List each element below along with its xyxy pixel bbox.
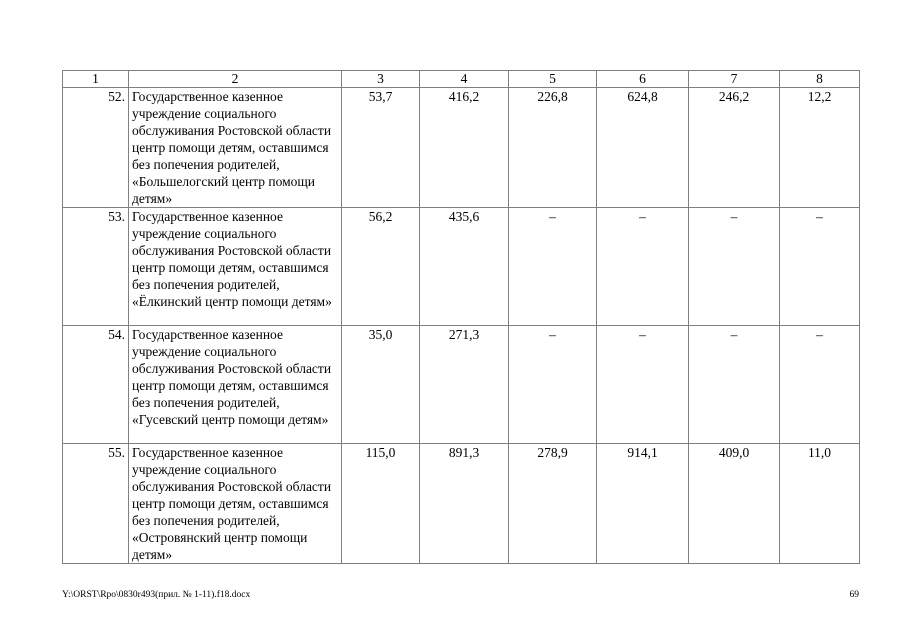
header-cell-6: 6 [597,71,689,88]
cell-col-8: – [780,208,860,326]
cell-col-8: 11,0 [780,444,860,564]
table-row [63,208,860,326]
header-cell-8: 8 [780,71,860,88]
data-table [62,70,860,564]
institution-name: Государственное казенное учреждение социального обслуживания Ростовской области центр помощи детям, оставшимся без попечения родителей, «Гусевский центр помощи детям» [129,326,342,444]
header-cell-4: 4 [420,71,509,88]
cell-col-3: 56,2 [342,208,420,326]
cell-col-7: – [689,326,780,444]
cell-col-6: – [597,208,689,326]
table-row [63,444,860,564]
cell-col-4: 416,2 [420,88,509,208]
cell-col-5: – [509,326,597,444]
header-cell-3: 3 [342,71,420,88]
cell-col-8: 12,2 [780,88,860,208]
table-row [63,88,860,208]
cell-col-5: 278,9 [509,444,597,564]
cell-col-3: 35,0 [342,326,420,444]
cell-col-4: 271,3 [420,326,509,444]
header-row [63,71,860,88]
cell-col-4: 891,3 [420,444,509,564]
table-row [63,326,860,444]
cell-col-5: – [509,208,597,326]
row-number: 52. [63,88,129,208]
cell-col-3: 115,0 [342,444,420,564]
institution-name: Государственное казенное учреждение социального обслуживания Ростовской области центр помощи детям, оставшимся без попечения родителей, «Островянский центр помощи детям» [129,444,342,564]
page-footer [62,590,859,600]
row-number: 55. [63,444,129,564]
cell-col-7: – [689,208,780,326]
file-path: Y:\ORST\Rpo\0830r493(прил. № 1-11).f18.docx [62,590,251,600]
header-cell-1: 1 [63,71,129,88]
header-cell-2: 2 [129,71,342,88]
cell-col-7: 409,0 [689,444,780,564]
page-number: 69 [849,590,859,600]
institution-name: Государственное казенное учреждение социального обслуживания Ростовской области центр помощи детям, оставшимся без попечения родителей, «Ёлкинский центр помощи детям» [129,208,342,326]
cell-col-4: 435,6 [420,208,509,326]
header-cell-5: 5 [509,71,597,88]
row-number: 54. [63,326,129,444]
cell-col-6: 914,1 [597,444,689,564]
cell-col-5: 226,8 [509,88,597,208]
cell-col-8: – [780,326,860,444]
cell-col-3: 53,7 [342,88,420,208]
cell-col-6: – [597,326,689,444]
cell-col-6: 624,8 [597,88,689,208]
header-cell-7: 7 [689,71,780,88]
institution-name: Государственное казенное учреждение социального обслуживания Ростовской области центр помощи детям, оставшимся без попечения родителей, «Большелогский центр помощи детям» [129,88,342,208]
row-number: 53. [63,208,129,326]
cell-col-7: 246,2 [689,88,780,208]
